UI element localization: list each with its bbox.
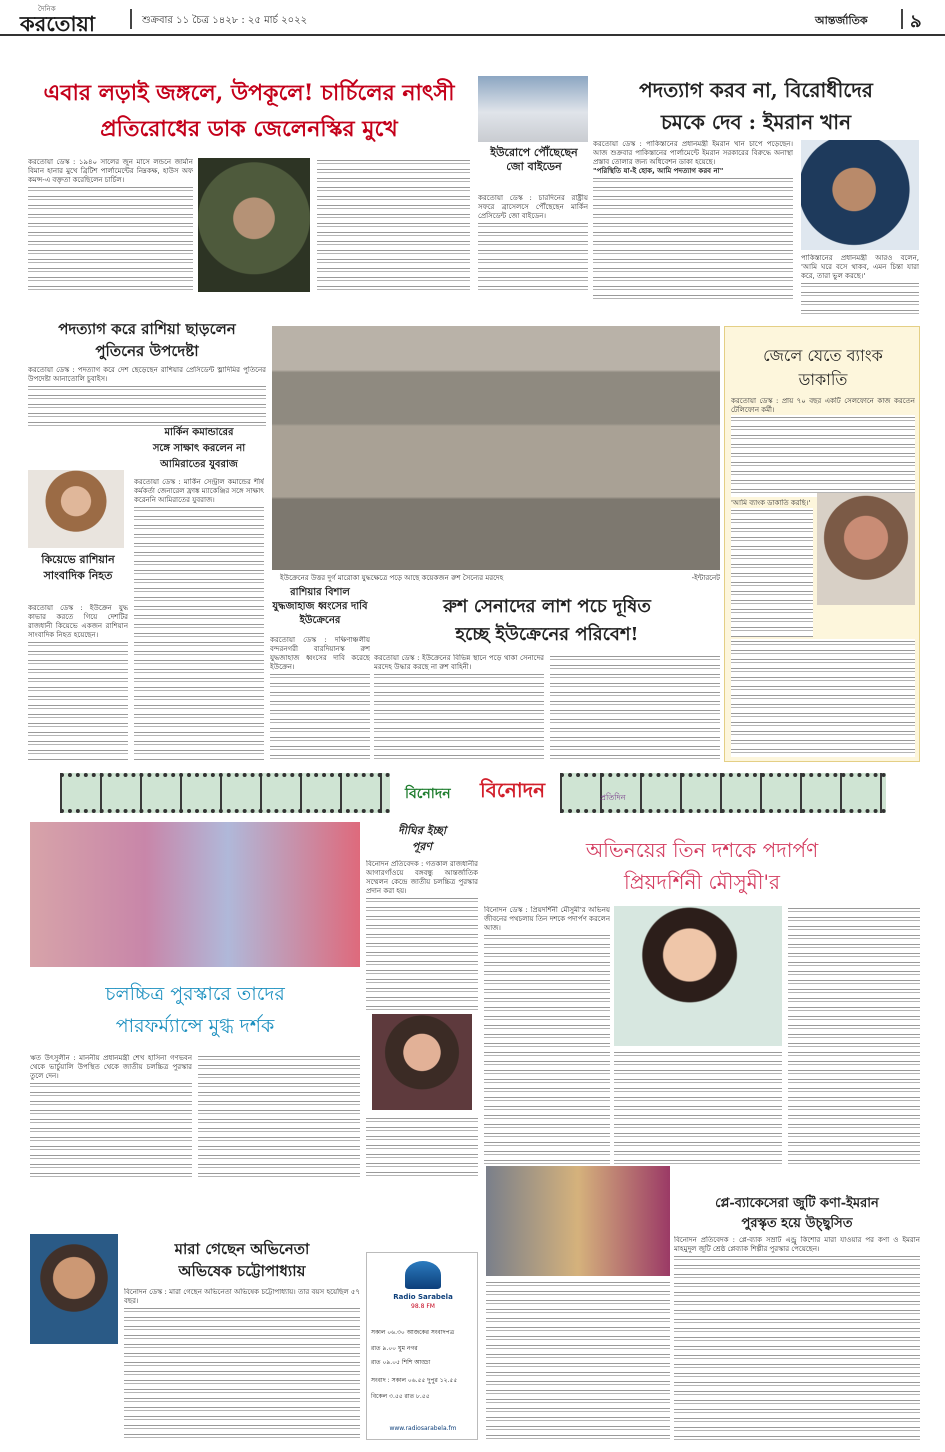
abhishek-photo: [30, 1234, 118, 1344]
filmstrip-left: [60, 773, 390, 813]
section-name: আন্তর্জাতিক: [815, 14, 868, 27]
story-warship: [270, 586, 370, 762]
biden-lead: করতোয়া ডেস্ক : চারদিনের রাষ্ট্রীয় সফরে ব্রাসেলসে পৌঁছেছেন মার্কিন প্রেসিডেন্ট জো বাইডেন।: [478, 194, 588, 220]
robbery-text-top: [731, 397, 915, 497]
headline-mousumi-line2[interactable]: প্রিয়দর্শিনী মৌসুমী'র: [624, 870, 780, 894]
page-number: ৯: [910, 11, 922, 32]
headline-journalist[interactable]: কিয়েভে রাশিয়ান সাংবাদিক নিহত: [41, 553, 115, 582]
award-text-right: [198, 1054, 360, 1178]
robber-photo: [817, 493, 915, 605]
logo-tagline: দৈনিক: [38, 5, 56, 13]
commander-lead: করতোয়া ডেস্ক : মার্কিন সেন্ট্রাল কমান্ডের শীর্ষ কর্মকর্তা জেনারেল ফ্রাঙ্ক ম্যাকেঞ্জির সঙ্গে সাক্ষাৎ করেননি আমিরাতের যুবরাজ।: [134, 478, 264, 504]
radio-schedule-1: সকাল ০৬.৩০ আজকের সংবাদপত্র: [371, 1329, 455, 1336]
headline-putin-line2[interactable]: পুতিনের উপদেষ্টা: [95, 342, 199, 360]
abhishek-lead: বিনোদন ডেস্ক : মারা গেছেন অভিনেতা অভিষেক চট্টোপাধ্যায়। তার বয়স হয়েছিল ৫৭ বছর।: [124, 1288, 360, 1305]
masthead-divider: [130, 9, 132, 29]
bodies-lead: করতোয়া ডেস্ক : ইউক্রেনের বিভিন্ন স্থানে পড়ে থাকা সেনাদের মরদেহ উদ্ধার করছে না রুশ বাহিনী।: [374, 654, 544, 671]
headline-playback-line1[interactable]: প্লে-ব্যাকেসেরা জুটি কণা-ইমরান: [715, 1196, 879, 1211]
putin-text: [28, 366, 266, 426]
story-imran: [593, 76, 919, 316]
radio-ad[interactable]: [366, 1252, 478, 1440]
mousumi-text-under: [614, 1050, 782, 1164]
commander-text: [134, 478, 264, 762]
headline-award-line2[interactable]: পারফর্ম্যান্সে মুগ্ধ দর্শক: [115, 1015, 275, 1037]
headline-mousumi-line1[interactable]: অভিনয়ের তিন দশকে পদার্পণ: [585, 838, 819, 862]
text-lines: [593, 176, 793, 300]
story-playback: [486, 1166, 920, 1442]
dighi-text: [366, 860, 478, 1010]
robbery-text-bottom: [731, 639, 915, 757]
award-photo: [30, 822, 360, 967]
story-award: [30, 822, 360, 1178]
story-dighi: [366, 822, 478, 1180]
zelensky-text-left: [28, 158, 193, 292]
radio-schedule-2: রাত ৯.০০ ঘুম নগর: [371, 1345, 418, 1352]
headline-abhishek-line2[interactable]: অভিষেক চট্টোপাধ্যায়: [178, 1262, 306, 1280]
headline-warship[interactable]: রাশিয়ার বিশাল যুদ্ধজাহাজ ধ্বংসের দাবি ইউক্রেনের: [272, 587, 368, 626]
biden-text: [478, 194, 588, 294]
section-divider: [901, 9, 903, 29]
story-commander: [134, 426, 264, 762]
mousumi-text-left: [484, 906, 610, 1164]
imran-text-bottom: [801, 254, 919, 316]
text-lines: [801, 281, 919, 316]
biden-photo: [478, 76, 588, 142]
radio-website[interactable]: www.radiosarabela.fm: [389, 1425, 457, 1432]
story-putin: [28, 318, 266, 426]
radio-schedule-5: বিকেল ৩.৫৫ রাত ৮.৫৫: [371, 1393, 430, 1400]
text-lines: [28, 185, 193, 292]
robbery-lead: করতোয়া ডেস্ক : প্রায় ৭০ বছর একটি সেলফোনে কাজ করতেন টেলিফোন কর্মী।: [731, 397, 915, 414]
award-lead: ঋত উৎসুলীন : মাননীয় প্রধানমন্ত্রী শেখ হাসিনা গণভবন থেকে ভার্চুয়ালি উপস্থিত থেকে জাতীয় চলচ্চিত্র পুরস্কার তুলে দেন।: [30, 1054, 192, 1080]
text-lines: [478, 221, 588, 294]
headline-commander-line2[interactable]: সঙ্গে সাক্ষাৎ করলেন না: [152, 443, 246, 454]
headline-commander-line3[interactable]: আমিরাতের যুবরাজ: [160, 459, 238, 470]
headline-dighi-line2[interactable]: পূরণ: [411, 840, 433, 853]
text-lines: [788, 906, 920, 1164]
playback-text: [674, 1236, 920, 1442]
story-bodies: [374, 592, 720, 762]
award-text-left: [30, 1054, 192, 1178]
text-lines: [614, 1050, 782, 1164]
headline-dighi-line1[interactable]: দীঘির ইচ্ছা: [397, 824, 447, 837]
robbery-text-mid: [731, 499, 813, 637]
story-zelensky: [28, 76, 470, 294]
radio-schedule-4: সংবাদ : সকাল ০৬.৫৫ দুপুর ১২.৫৫: [371, 1377, 458, 1384]
abhishek-text: [124, 1288, 360, 1440]
headline-biden[interactable]: ইউরোপে পৌঁছেছেন জো বাইডেন: [490, 146, 578, 173]
text-lines: [366, 1116, 478, 1180]
zelensky-photo: [198, 158, 310, 292]
text-lines: [374, 672, 544, 762]
imran-quote: "পরিস্থিতি যা-ই হোক, আমি পদত্যাগ করব না": [593, 167, 724, 175]
text-lines: [28, 640, 128, 762]
headline-zelensky-line2[interactable]: প্রতিরোধের ডাক জেলেনস্কির মুখে: [100, 116, 398, 142]
mousumi-lead: বিনোদন ডেস্ক : প্রিয়দর্শিনী মৌসুমী'র অভিনয় জীবনের পথচলায় তিন দশকে পদার্পণ করলেন আজ।: [484, 906, 610, 932]
story-biden: [478, 76, 588, 294]
banner-subtitle: প্রতিদিন: [600, 793, 626, 802]
headline-bodies-line1[interactable]: রুশ সেনাদের লাশ পচে দূষিত: [443, 596, 651, 617]
text-lines: [124, 1306, 360, 1440]
text-lines: [731, 508, 813, 637]
warship-lead: করতোয়া ডেস্ক : দক্ষিণাঞ্চলীয় বন্দরনগরী বারদিয়ানস্ক রুশ যুদ্ধজাহাজ ধ্বংসের দাবি করেছে ইউক্রেন।: [270, 636, 370, 671]
imran-lead-2: পাকিস্তানের প্রধানমন্ত্রী আরও বলেন, 'আমি ঘরে বসে থাকব, এমন চিন্তা যারা করে, তারা ভুল করছে।': [801, 254, 919, 280]
mousumi-text-right: [788, 906, 920, 1164]
photo-credit: -ইন্টারনেট: [691, 574, 720, 582]
text-lines: [731, 415, 915, 497]
mousumi-photo: [614, 906, 782, 1046]
imran-lead: করতোয়া ডেস্ক : পাকিস্তানের প্রধানমন্ত্রী ইমরান খান চাপে পড়েছেন। আজ শুক্রবার পাকিস্তানের পার্লামেন্টে ইমরান সরকারের বিরুদ্ধে অনাস্থা প্রস্তাব তোলার জন্য অধিবেশন ডাকা হয়েছে।: [593, 140, 793, 166]
playback-photo: [486, 1166, 670, 1276]
banner-title-2[interactable]: বিনোদন: [480, 778, 546, 802]
headline-commander-line1[interactable]: মার্কিন কমান্ডারের: [164, 427, 234, 438]
bodies-text-left: [374, 654, 544, 762]
dighi-photo: [372, 1014, 472, 1110]
dighi-lead: বিনোদন প্রতিবেদক : গতকাল রাজধানীর আগারগাঁওয়ে বঙ্গবন্ধু আন্তর্জাতিক সম্মেলন কেন্দ্রে জাতীয় চলচ্চিত্র পুরস্কার প্রদান করা হয়।: [366, 860, 478, 895]
radio-name: Radio Sarabela: [393, 1293, 453, 1301]
text-lines: [30, 1081, 192, 1178]
entertainment-banner: [60, 770, 886, 816]
text-lines: [486, 1280, 670, 1442]
story-abhishek: [30, 1234, 360, 1440]
issue-date: শুক্রবার ১১ চৈত্র ১৪২৮ : ২৫ মার্চ ২০২২: [142, 15, 308, 26]
story-robbery: [724, 326, 920, 762]
journalist-lead: করতোয়া ডেস্ক : ইউক্রেন যুদ্ধ কাভার করতে গিয়ে দেশটির রাজধানী কিয়েভে একজন রাশিয়ান সাংবাদিক নিহত হয়েছেন।: [28, 604, 128, 639]
text-lines: [28, 384, 266, 426]
headline-imran-line1[interactable]: পদত্যাগ করব না, বিরোধীদের: [639, 78, 873, 102]
headline-putin-line1[interactable]: পদত্যাগ করে রাশিয়া ছাড়লেন: [58, 320, 236, 338]
dighi-text-2: [366, 1116, 478, 1180]
robbery-quote: 'আমি ব্যাংক ডাকাতি করছি।': [731, 499, 811, 507]
playback-lead: বিনোদন প্রতিবেদক : প্লে-ব্যাক সম্রাট এন্ড্রু কিশোর মারা যাওয়ার পর কণা ও ইমরান মাহমুদুল জুটি শ্রেষ্ঠ প্লেব্যাক শিল্পীর পুরস্কার পেয়েছেন।: [674, 1236, 920, 1253]
logo[interactable]: করতোয়া: [20, 11, 95, 36]
text-lines: [270, 672, 370, 762]
text-lines: [366, 896, 478, 1010]
masthead: [0, 0, 945, 36]
playback-text-left: [486, 1280, 670, 1442]
text-lines: [731, 639, 915, 757]
headline-zelensky-line1[interactable]: এবার লড়াই জঙ্গলে, উপকূলে! চার্চিলের নাৎসী: [43, 80, 455, 106]
battlefield-photo[interactable]: [272, 326, 720, 570]
headline-imran-line2[interactable]: চমকে দেব : ইমরান খান: [660, 110, 852, 134]
headline-robbery-line2[interactable]: ডাকাতি: [798, 370, 848, 389]
imran-photo: [801, 140, 919, 250]
journalist-text: [28, 604, 128, 762]
story-journalist: [28, 470, 128, 762]
warship-text: [270, 636, 370, 762]
headline-abhishek-line1[interactable]: মারা গেছেন অভিনেতা: [174, 1240, 310, 1258]
text-lines: [134, 505, 264, 762]
banner-title-1[interactable]: বিনোদন: [405, 786, 451, 802]
zelensky-lead: করতোয়া ডেস্ক : ১৯৪০ সালের জুন মাসে লন্ডনে জার্মান বিমান হানার মুখে ব্রিটিশ পার্লামেন্টের নিম্নকক্ষ, হাউস অফ কমন্স-এ বক্তৃতা করেছিলেন চার্চিল।: [28, 158, 193, 184]
headline-award-line1[interactable]: চলচ্চিত্র পুরস্কারে তাদের: [105, 983, 285, 1005]
zelensky-text-right: [317, 158, 470, 292]
text-lines: [550, 654, 720, 762]
text-lines: [674, 1254, 920, 1442]
radio-frequency: 98.8 FM: [411, 1303, 435, 1310]
headline-robbery-line1[interactable]: জেলে যেতে ব্যাংক: [763, 346, 883, 365]
text-lines: [484, 933, 610, 1164]
story-mousumi: [484, 824, 920, 1164]
headline-bodies-line2[interactable]: হচ্ছে ইউক্রেনের পরিবেশ!: [455, 624, 639, 645]
main-photo-block: [272, 326, 720, 584]
text-lines: [198, 1054, 360, 1178]
photo-caption: ইউক্রেনের উত্তর দুর্গ মারোকা যুদ্ধক্ষেত্রে পড়ে আছে কয়েকজন রুশ সৈন্যের মরদেহ: [280, 574, 504, 582]
imran-text-left: [593, 140, 793, 300]
radio-schedule-3: রাত ০৯.০৫ শিশি আড্ডা: [371, 1359, 431, 1366]
headline-playback-line2[interactable]: পুরস্কৃত হয়ে উচ্ছ্বসিত: [741, 1216, 853, 1231]
text-lines: [317, 158, 470, 292]
bodies-text-right: [550, 654, 720, 762]
radio-logo-icon: [405, 1261, 441, 1289]
putin-lead: করতোয়া ডেস্ক : পদত্যাগ করে দেশ ছেড়েছেন রাশিয়ার প্রেসিডেন্ট ভ্লাদিমির পুতিনের উপদেষ্টা আনাতোলি চুবাইস।: [28, 366, 266, 383]
journalist-photo: [28, 470, 124, 548]
